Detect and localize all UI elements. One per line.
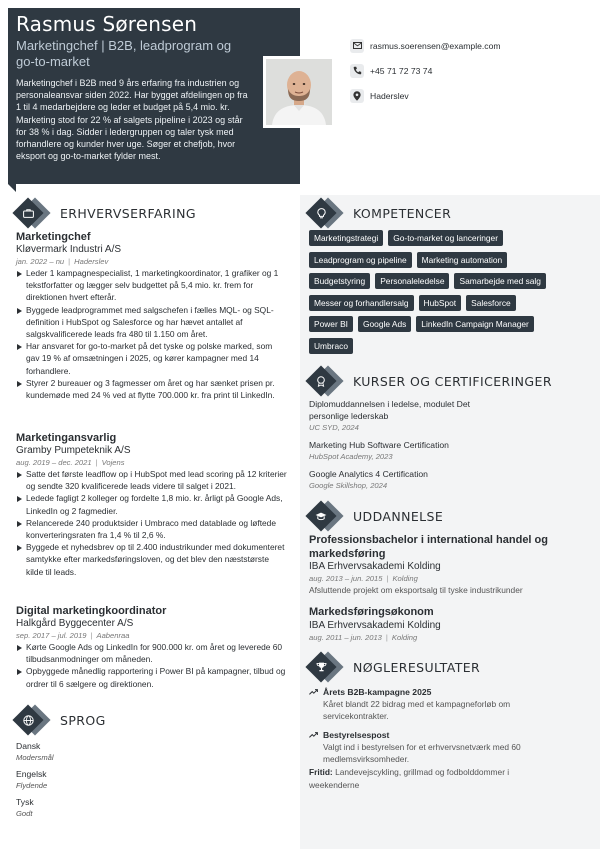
skill-tag: HubSpot	[419, 295, 462, 311]
job-period: jan. 2022 – nu	[16, 257, 65, 266]
course-meta: UC SYD, 2024	[309, 423, 359, 432]
header-panel	[8, 8, 300, 184]
job-entry	[16, 605, 288, 690]
course-item	[309, 398, 559, 433]
school-name: IBA Erhvervsakademi Kolding	[309, 619, 441, 631]
achievement-item	[309, 729, 569, 765]
language-item	[16, 796, 34, 819]
skill-tag: Power BI	[309, 316, 353, 332]
course-name: Diplomuddannelsen i ledelse, modulet Det personlige lederskab	[309, 399, 470, 421]
skill-tag: Messer og forhandlersalg	[309, 295, 414, 311]
language-name: Engelsk	[16, 769, 47, 779]
education-meta: aug. 2011 – jun. 2013 | Kolding	[309, 632, 418, 642]
language-level: Flydende	[16, 781, 48, 790]
graduation-cap-icon	[313, 508, 329, 524]
company-name: Kløvermark Industri A/S	[16, 244, 122, 255]
location-pin-icon	[350, 89, 364, 103]
candidate-name: Rasmus Sørensen	[16, 12, 198, 36]
course-item	[309, 439, 559, 462]
headline	[16, 38, 292, 70]
job-location: Aabenraa	[96, 631, 130, 640]
bullet-item: Leder 1 kampagnespecialist, 1 marketingkoordinator, 1 grafiker og 1 tekstforfatter og lægger selv budgettet på 5,4 mio. kr. frem for direktionen hvert efterår.	[16, 267, 288, 304]
achievement-description: Valgt ind i bestyrelsen for et erhvervsnetværk med 60 medlemsvirksomheder.	[323, 742, 521, 764]
education-location: Kolding	[391, 632, 418, 642]
education-description: Afsluttende projekt om eksportsalg til tyske industrikunder	[309, 585, 523, 595]
skills-title: KOMPETENCER	[353, 205, 452, 221]
bullet-item: Relancerede 240 produktsider i Umbraco med datablade og løftede konverteringsraten fra 1,4 % til 2,6 %.	[16, 517, 288, 541]
experience-heading	[16, 198, 196, 228]
profile-summary: Marketingchef i B2B med 9 års erfaring fra industrien og personaleansvar siden 2022. Har bygget afdelingen op fra 1 til 4 medarbejdere og leder et budget på 5,4 mio. kr. Marketing stod for 22 % af salgets pipeline i 2023 og står for 38 % i dag. Sidder i ledergruppen og taler tysk med forhandlere og kunder hver uge. Søger et chefjob, hvor eksport og go-to-market fylder mest.	[16, 78, 248, 162]
course-name: Google Analytics 4 Certification	[309, 469, 428, 479]
job-bullets	[16, 468, 288, 578]
bullet-item: Styrer 2 bureauer og 3 fagmesser om året og har sænket prisen pr. kundemøde med 24 % ved at flytte 700.000 kr. fra print til LinkedIn.	[16, 377, 288, 401]
course-item	[309, 468, 559, 491]
skills-list	[309, 230, 569, 359]
education-period: aug. 2011 – jun. 2013	[309, 632, 382, 642]
education-location: Kolding	[392, 574, 418, 583]
phone-icon	[350, 64, 364, 78]
company-name: Gramby Pumpeteknik A/S	[16, 445, 131, 456]
courses-title: KURSER OG CERTIFICERINGER	[353, 373, 552, 389]
headline-line-1: Marketingchef | B2B, leadprogram og	[16, 38, 232, 53]
degree-title: Professionsbachelor i international handel og markedsføring	[309, 534, 548, 560]
bullet-item: Satte det første leadflow op i HubSpot med lead scoring på 12 kriterier og sendte 320 kvalificerede leads videre til salget i 2021.	[16, 468, 288, 492]
email-text: rasmus.soerensen@example.com	[370, 40, 501, 51]
skills-heading	[309, 198, 451, 228]
job-title: Digital marketingkoordinator	[16, 605, 167, 617]
job-title: Marketingansvarlig	[16, 432, 117, 444]
language-level: Modersmål	[16, 753, 54, 762]
job-entry	[16, 432, 288, 578]
skill-tag: Budgetstyring	[309, 273, 370, 289]
trophy-icon	[313, 659, 329, 675]
lightbulb-icon	[313, 205, 329, 221]
certificate-icon	[313, 373, 329, 389]
bullet-item: Ledede fagligt 2 kolleger og fordelte 1,8 mio. kr. årligt på Google Ads, LinkedIn og 2 fagmedier.	[16, 492, 288, 516]
contact-email[interactable]	[350, 33, 501, 58]
bullet-item: Har ansvaret for go-to-market på det tyske og polske marked, som gav 19 % af omsætningen i 2025, og kører kampagner med 14 forhandlere.	[16, 340, 288, 377]
job-bullets	[16, 267, 288, 401]
languages-title: SPROG	[60, 712, 106, 728]
skill-tag: LinkedIn Campaign Manager	[416, 316, 534, 332]
skill-tag: Leadprogram og pipeline	[309, 252, 412, 268]
bullet-item: Byggede et nyhedsbrev op til 2.400 industrikunder med dokumenteret samtykke efter markedsføringsloven, og det blev den næststørste kilde til leads.	[16, 541, 288, 578]
job-bullets	[16, 641, 288, 690]
achievements-heading	[309, 652, 480, 682]
education-item	[309, 534, 569, 596]
skill-tag: Umbraco	[309, 338, 353, 354]
school-name: IBA Erhvervsakademi Kolding	[309, 561, 441, 572]
job-meta: sep. 2017 – jul. 2019 | Aabenraa	[16, 631, 130, 640]
course-meta: HubSpot Academy, 2023	[309, 452, 393, 461]
language-item	[16, 740, 54, 763]
job-period: sep. 2017 – jul. 2019	[16, 631, 87, 640]
skill-tag: Marketingstrategi	[309, 230, 383, 246]
course-name: Marketing Hub Software Certification	[309, 440, 449, 450]
achievement-title: Bestyrelsespost	[323, 730, 390, 740]
company-name: Halkgård Byggecenter A/S	[16, 618, 134, 629]
contact-location	[350, 83, 501, 108]
language-name: Tysk	[16, 797, 34, 807]
degree-title: Markedsføringsøkonom	[309, 606, 434, 618]
skill-tag: Go-to-market og lanceringer	[388, 230, 503, 246]
language-item	[16, 768, 47, 791]
job-location: Vojens	[101, 458, 125, 467]
location-text: Haderslev	[370, 90, 409, 101]
skill-tag: Personaleledelse	[375, 273, 449, 289]
education-title: UDDANNELSE	[353, 508, 444, 524]
hobby-label: Fritid:	[309, 767, 333, 777]
phone-text: +45 71 72 73 74	[370, 65, 433, 76]
hobby-line	[309, 766, 549, 791]
experience-title: ERHVERVSERFARING	[60, 205, 196, 221]
trend-arrow-icon	[309, 689, 318, 695]
job-meta: jan. 2022 – nu | Haderslev	[16, 257, 109, 266]
globe-icon	[20, 712, 36, 728]
job-entry	[16, 231, 288, 401]
contact-phone[interactable]	[350, 58, 501, 83]
education-period: aug. 2013 – jun. 2015	[309, 574, 383, 583]
profile-photo	[263, 56, 335, 128]
headline-line-2: go-to-market	[16, 54, 90, 69]
trend-arrow-icon	[309, 732, 318, 738]
bullet-item: Byggede leadprogrammet med salgschefen i fælles MQL- og SQL-definition i HubSpot og Salesforce og har hævet antallet af salgskvalificerede leads fra 480 til 1.150 om året.	[16, 304, 288, 341]
achievement-description: Kåret blandt 22 bidrag med et kampagneforløb om servicekontrakter.	[323, 699, 511, 721]
bullet-item: Kørte Google Ads og LinkedIn for 900.000 kr. om året og leverede 60 tilbudsanmodninger om måneden.	[16, 641, 288, 665]
skill-tag: Marketing automation	[417, 252, 508, 268]
portrait-illustration	[266, 59, 332, 125]
courses-heading	[309, 366, 552, 396]
education-heading	[309, 501, 443, 531]
language-name: Dansk	[16, 741, 41, 751]
skill-tag: Google Ads	[358, 316, 411, 332]
job-period: aug. 2019 – dec. 2021	[16, 458, 92, 467]
job-meta: aug. 2019 – dec. 2021 | Vojens	[16, 458, 125, 467]
education-item	[309, 606, 569, 643]
job-title: Marketingchef	[16, 231, 91, 243]
languages-heading	[16, 705, 106, 735]
job-location: Haderslev	[74, 257, 109, 266]
hobby-text: Landevejscykling, grillmad og fodbolddommer i weekenderne	[309, 767, 510, 790]
course-meta: Google Skillshop, 2024	[309, 481, 388, 490]
language-level: Godt	[16, 809, 33, 818]
skill-tag: Salesforce	[466, 295, 516, 311]
achievement-item	[309, 686, 569, 722]
achievement-title: Årets B2B-kampagne 2025	[323, 687, 432, 697]
skill-tag: Samarbejde med salg	[454, 273, 545, 289]
bullet-item: Opbyggede månedlig rapportering i Power BI på kampagner, tilbud og ordrer til 6 sælgere og direktionen.	[16, 665, 288, 689]
envelope-icon	[350, 39, 364, 53]
contact-list	[350, 33, 501, 108]
achievements-title: NØGLERESULTATER	[353, 659, 481, 675]
education-meta: aug. 2013 – jun. 2015 | Kolding	[309, 574, 418, 583]
briefcase-icon	[20, 205, 36, 221]
